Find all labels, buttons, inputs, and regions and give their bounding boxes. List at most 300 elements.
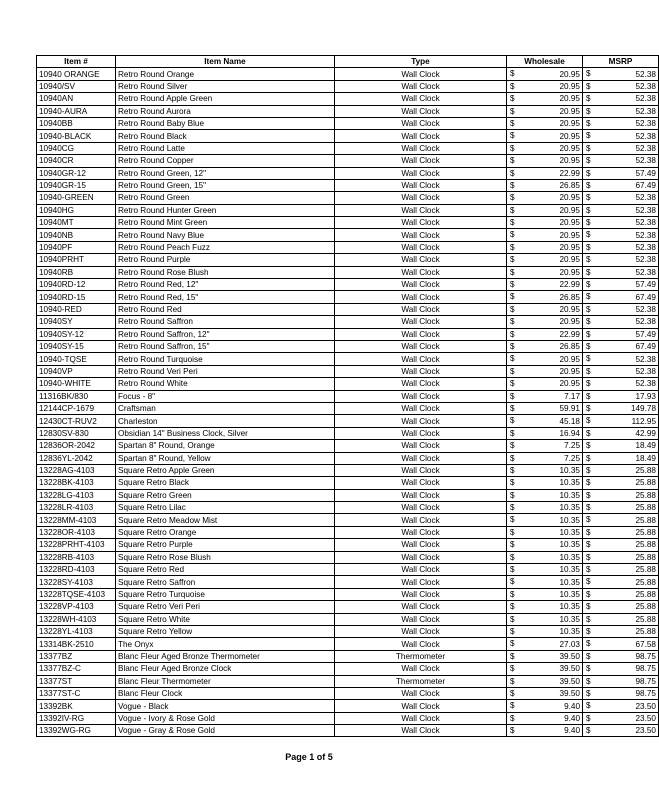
msrp-amount: 52.38 xyxy=(635,131,656,141)
currency-symbol: $ xyxy=(586,478,591,488)
item-number-cell: 10940-GREEN xyxy=(37,192,116,204)
table-row xyxy=(37,440,659,452)
msrp-cell xyxy=(583,142,659,154)
msrp-amount: 25.88 xyxy=(635,478,656,488)
currency-symbol: $ xyxy=(586,205,591,215)
wholesale-cell xyxy=(507,390,583,402)
wholesale-cell xyxy=(507,564,583,576)
wholesale-cell xyxy=(507,68,583,80)
msrp-amount: 25.88 xyxy=(635,552,656,562)
currency-symbol: $ xyxy=(586,614,591,624)
msrp-cell xyxy=(583,328,659,340)
wholesale-cell xyxy=(507,663,583,675)
type-cell: Wall Clock xyxy=(335,539,507,551)
currency-symbol: $ xyxy=(586,515,591,525)
currency-symbol: $ xyxy=(586,416,591,426)
wholesale-amount: 7.17 xyxy=(564,391,580,401)
currency-symbol: $ xyxy=(510,726,515,736)
wholesale-cell xyxy=(507,650,583,662)
msrp-amount: 98.75 xyxy=(635,689,656,699)
table-row xyxy=(37,340,659,352)
table-row xyxy=(37,229,659,241)
wholesale-amount: 10.35 xyxy=(559,627,580,637)
currency-symbol: $ xyxy=(510,218,515,228)
currency-symbol: $ xyxy=(586,626,591,636)
item-number-cell: 11316BK/830 xyxy=(37,390,116,402)
msrp-amount: 112.95 xyxy=(631,416,656,426)
msrp-amount: 52.38 xyxy=(635,218,656,228)
msrp-amount: 25.88 xyxy=(635,540,656,550)
item-number-cell: 10940-WHITE xyxy=(37,378,116,390)
currency-symbol: $ xyxy=(510,366,515,376)
item-name-cell: Retro Round Saffron xyxy=(116,316,335,328)
item-number-cell: 10940-AURA xyxy=(37,105,116,117)
currency-symbol: $ xyxy=(586,441,591,451)
table-row xyxy=(37,279,659,291)
msrp-cell xyxy=(583,130,659,142)
item-number-cell: 10940CG xyxy=(37,142,116,154)
currency-symbol: $ xyxy=(510,676,515,686)
wholesale-amount: 26.85 xyxy=(559,292,580,302)
type-cell: Wall Clock xyxy=(335,526,507,538)
wholesale-amount: 20.95 xyxy=(559,243,580,253)
price-list-sheet xyxy=(36,55,656,737)
currency-symbol: $ xyxy=(586,403,591,413)
currency-symbol: $ xyxy=(510,515,515,525)
type-cell: Wall Clock xyxy=(335,353,507,365)
wholesale-cell xyxy=(507,638,583,650)
type-cell: Wall Clock xyxy=(335,266,507,278)
type-cell: Wall Clock xyxy=(335,551,507,563)
item-name-cell: Retro Round Red, 15" xyxy=(116,291,335,303)
wholesale-amount: 10.35 xyxy=(559,552,580,562)
item-number-cell: 13228AG-4103 xyxy=(37,464,116,476)
currency-symbol: $ xyxy=(586,341,591,351)
wholesale-cell xyxy=(507,328,583,340)
type-cell: Wall Clock xyxy=(335,167,507,179)
currency-symbol: $ xyxy=(510,490,515,500)
wholesale-cell xyxy=(507,155,583,167)
msrp-cell xyxy=(583,564,659,576)
table-row xyxy=(37,142,659,154)
msrp-amount: 52.38 xyxy=(635,156,656,166)
currency-symbol: $ xyxy=(510,156,515,166)
msrp-cell xyxy=(583,204,659,216)
item-number-cell: 10940RD-15 xyxy=(37,291,116,303)
currency-symbol: $ xyxy=(510,577,515,587)
wholesale-cell xyxy=(507,588,583,600)
msrp-cell xyxy=(583,279,659,291)
type-cell: Wall Clock xyxy=(335,241,507,253)
type-cell: Wall Clock xyxy=(335,564,507,576)
table-row xyxy=(37,613,659,625)
item-name-cell: Square Retro Rose Blush xyxy=(116,551,335,563)
wholesale-amount: 10.35 xyxy=(559,515,580,525)
type-cell: Wall Clock xyxy=(335,204,507,216)
wholesale-cell xyxy=(507,192,583,204)
currency-symbol: $ xyxy=(510,589,515,599)
currency-symbol: $ xyxy=(510,94,515,104)
msrp-cell xyxy=(583,464,659,476)
item-name-cell: Blanc Fleur Clock xyxy=(116,687,335,699)
type-cell: Wall Clock xyxy=(335,130,507,142)
wholesale-cell xyxy=(507,217,583,229)
msrp-cell xyxy=(583,514,659,526)
item-name-cell: Vogue - Ivory & Rose Gold xyxy=(116,712,335,724)
wholesale-cell xyxy=(507,613,583,625)
msrp-cell xyxy=(583,105,659,117)
type-cell: Wall Clock xyxy=(335,477,507,489)
item-number-cell: 10940VP xyxy=(37,365,116,377)
table-row xyxy=(37,167,659,179)
table-row xyxy=(37,526,659,538)
wholesale-amount: 10.35 xyxy=(559,490,580,500)
table-row xyxy=(37,80,659,92)
msrp-amount: 52.38 xyxy=(635,106,656,116)
item-name-cell: Retro Round Red xyxy=(116,303,335,315)
currency-symbol: $ xyxy=(586,503,591,513)
wholesale-cell xyxy=(507,378,583,390)
msrp-cell xyxy=(583,415,659,427)
type-cell: Wall Clock xyxy=(335,712,507,724)
currency-symbol: $ xyxy=(586,180,591,190)
msrp-amount: 52.38 xyxy=(635,94,656,104)
msrp-amount: 25.88 xyxy=(635,528,656,538)
item-name-cell: Retro Round Red, 12" xyxy=(116,279,335,291)
wholesale-cell xyxy=(507,142,583,154)
type-cell: Wall Clock xyxy=(335,601,507,613)
currency-symbol: $ xyxy=(510,193,515,203)
wholesale-amount: 26.85 xyxy=(559,342,580,352)
wholesale-amount: 45.18 xyxy=(559,416,580,426)
item-name-cell: Retro Round White xyxy=(116,378,335,390)
msrp-amount: 67.58 xyxy=(635,639,656,649)
item-number-cell: 13377BZ-C xyxy=(37,663,116,675)
currency-symbol: $ xyxy=(586,94,591,104)
msrp-cell xyxy=(583,155,659,167)
wholesale-amount: 7.25 xyxy=(564,453,580,463)
item-name-cell: Retro Round Mint Green xyxy=(116,217,335,229)
item-name-cell: Square Retro White xyxy=(116,613,335,625)
item-number-cell: 13228LR-4103 xyxy=(37,502,116,514)
item-name-cell: Square Retro Turquoise xyxy=(116,588,335,600)
wholesale-amount: 9.40 xyxy=(564,713,580,723)
item-name-cell: Retro Round Black xyxy=(116,130,335,142)
wholesale-amount: 20.95 xyxy=(559,143,580,153)
wholesale-cell xyxy=(507,279,583,291)
currency-symbol: $ xyxy=(586,577,591,587)
table-row xyxy=(37,700,659,712)
msrp-cell xyxy=(583,378,659,390)
type-cell: Wall Clock xyxy=(335,576,507,588)
item-number-cell: 12144CP-1679 xyxy=(37,402,116,414)
item-name-cell: Retro Round Hunter Green xyxy=(116,204,335,216)
type-cell: Wall Clock xyxy=(335,390,507,402)
type-cell: Wall Clock xyxy=(335,328,507,340)
wholesale-amount: 39.50 xyxy=(559,676,580,686)
table-row xyxy=(37,217,659,229)
item-number-cell: 10940CR xyxy=(37,155,116,167)
table-row xyxy=(37,378,659,390)
msrp-amount: 52.38 xyxy=(635,119,656,129)
item-name-cell: Square Retro Veri Peri xyxy=(116,601,335,613)
currency-symbol: $ xyxy=(586,81,591,91)
currency-symbol: $ xyxy=(510,614,515,624)
item-name-cell: Blanc Fleur Aged Bronze Clock xyxy=(116,663,335,675)
item-number-cell: 13228LG-4103 xyxy=(37,489,116,501)
currency-symbol: $ xyxy=(510,292,515,302)
wholesale-amount: 9.40 xyxy=(564,726,580,736)
type-cell: Wall Clock xyxy=(335,365,507,377)
msrp-cell xyxy=(583,179,659,191)
currency-symbol: $ xyxy=(586,193,591,203)
item-name-cell: Blanc Fleur Aged Bronze Thermometer xyxy=(116,650,335,662)
item-name-cell: Retro Round Rose Blush xyxy=(116,266,335,278)
msrp-cell xyxy=(583,452,659,464)
item-number-cell: 13228SY-4103 xyxy=(37,576,116,588)
msrp-cell xyxy=(583,192,659,204)
msrp-cell xyxy=(583,613,659,625)
item-number-cell: 10940-BLACK xyxy=(37,130,116,142)
table-row xyxy=(37,390,659,402)
msrp-amount: 25.88 xyxy=(635,602,656,612)
item-number-cell: 10940GR-12 xyxy=(37,167,116,179)
currency-symbol: $ xyxy=(510,688,515,698)
type-cell: Wall Clock xyxy=(335,279,507,291)
wholesale-amount: 10.35 xyxy=(559,478,580,488)
msrp-cell xyxy=(583,650,659,662)
type-cell: Wall Clock xyxy=(335,254,507,266)
wholesale-cell xyxy=(507,365,583,377)
type-cell: Wall Clock xyxy=(335,440,507,452)
item-number-cell: 12830SV-830 xyxy=(37,427,116,439)
type-cell: Wall Clock xyxy=(335,291,507,303)
msrp-cell xyxy=(583,601,659,613)
wholesale-cell xyxy=(507,452,583,464)
wholesale-amount: 10.35 xyxy=(559,565,580,575)
msrp-cell xyxy=(583,675,659,687)
item-number-cell: 13228MM-4103 xyxy=(37,514,116,526)
wholesale-amount: 7.25 xyxy=(564,441,580,451)
msrp-cell xyxy=(583,638,659,650)
wholesale-cell xyxy=(507,489,583,501)
msrp-cell xyxy=(583,117,659,129)
currency-symbol: $ xyxy=(586,292,591,302)
msrp-cell xyxy=(583,539,659,551)
wholesale-amount: 20.95 xyxy=(559,317,580,327)
table-row xyxy=(37,650,659,662)
msrp-cell xyxy=(583,712,659,724)
currency-symbol: $ xyxy=(586,255,591,265)
table-row xyxy=(37,93,659,105)
msrp-amount: 98.75 xyxy=(635,664,656,674)
currency-symbol: $ xyxy=(586,329,591,339)
msrp-amount: 52.38 xyxy=(635,354,656,364)
item-name-cell: Retro Round Aurora xyxy=(116,105,335,117)
wholesale-cell xyxy=(507,254,583,266)
type-cell: Wall Clock xyxy=(335,117,507,129)
msrp-cell xyxy=(583,303,659,315)
currency-symbol: $ xyxy=(510,329,515,339)
type-cell: Wall Clock xyxy=(335,725,507,737)
item-name-cell: Focus - 8" xyxy=(116,390,335,402)
wholesale-cell xyxy=(507,80,583,92)
msrp-cell xyxy=(583,229,659,241)
msrp-cell xyxy=(583,489,659,501)
header-type: Type xyxy=(335,56,507,68)
wholesale-amount: 59.91 xyxy=(559,404,580,414)
msrp-cell xyxy=(583,365,659,377)
item-number-cell: 10940PF xyxy=(37,241,116,253)
wholesale-cell xyxy=(507,415,583,427)
msrp-cell xyxy=(583,241,659,253)
msrp-cell xyxy=(583,353,659,365)
wholesale-cell xyxy=(507,130,583,142)
item-name-cell: Retro Round Saffron, 12" xyxy=(116,328,335,340)
type-cell: Wall Clock xyxy=(335,625,507,637)
currency-symbol: $ xyxy=(586,317,591,327)
table-row xyxy=(37,241,659,253)
type-cell: Wall Clock xyxy=(335,427,507,439)
item-number-cell: 10940-TQSE xyxy=(37,353,116,365)
wholesale-cell xyxy=(507,105,583,117)
item-number-cell: 13377ST-C xyxy=(37,687,116,699)
wholesale-cell xyxy=(507,179,583,191)
wholesale-cell xyxy=(507,241,583,253)
type-cell: Wall Clock xyxy=(335,105,507,117)
msrp-amount: 25.88 xyxy=(635,515,656,525)
msrp-amount: 52.38 xyxy=(635,69,656,79)
type-cell: Wall Clock xyxy=(335,502,507,514)
currency-symbol: $ xyxy=(586,156,591,166)
wholesale-amount: 10.35 xyxy=(559,577,580,587)
wholesale-cell xyxy=(507,576,583,588)
item-name-cell: Retro Round Navy Blue xyxy=(116,229,335,241)
msrp-amount: 17.93 xyxy=(635,391,656,401)
type-cell: Wall Clock xyxy=(335,588,507,600)
msrp-amount: 25.88 xyxy=(635,627,656,637)
item-name-cell: Vogue - Black xyxy=(116,700,335,712)
item-name-cell: Square Retro Yellow xyxy=(116,625,335,637)
item-name-cell: Square Retro Meadow Mist xyxy=(116,514,335,526)
currency-symbol: $ xyxy=(510,478,515,488)
item-name-cell: Retro Round Baby Blue xyxy=(116,117,335,129)
wholesale-cell xyxy=(507,477,583,489)
table-row xyxy=(37,514,659,526)
wholesale-amount: 10.35 xyxy=(559,503,580,513)
msrp-amount: 52.38 xyxy=(635,317,656,327)
wholesale-amount: 20.95 xyxy=(559,267,580,277)
currency-symbol: $ xyxy=(510,69,515,79)
item-name-cell: Retro Round Green xyxy=(116,192,335,204)
item-name-cell: Square Retro Orange xyxy=(116,526,335,538)
currency-symbol: $ xyxy=(586,565,591,575)
currency-symbol: $ xyxy=(586,366,591,376)
wholesale-cell xyxy=(507,204,583,216)
table-row xyxy=(37,415,659,427)
table-body xyxy=(37,68,659,737)
currency-symbol: $ xyxy=(510,118,515,128)
wholesale-amount: 26.85 xyxy=(559,181,580,191)
wholesale-amount: 20.95 xyxy=(559,106,580,116)
item-number-cell: 13228BK-4103 xyxy=(37,477,116,489)
table-row xyxy=(37,601,659,613)
wholesale-amount: 39.50 xyxy=(559,651,580,661)
msrp-amount: 52.38 xyxy=(635,230,656,240)
item-name-cell: Spartan 8" Round, Yellow xyxy=(116,452,335,464)
msrp-amount: 52.38 xyxy=(635,366,656,376)
item-name-cell: Retro Round Orange xyxy=(116,68,335,80)
table-row xyxy=(37,365,659,377)
currency-symbol: $ xyxy=(510,242,515,252)
table-row xyxy=(37,663,659,675)
item-name-cell: Retro Round Green, 15" xyxy=(116,179,335,191)
item-name-cell: Retro Round Turquoise xyxy=(116,353,335,365)
type-cell: Wall Clock xyxy=(335,303,507,315)
currency-symbol: $ xyxy=(586,280,591,290)
type-cell: Wall Clock xyxy=(335,402,507,414)
item-name-cell: Square Retro Green xyxy=(116,489,335,501)
wholesale-amount: 20.95 xyxy=(559,230,580,240)
currency-symbol: $ xyxy=(586,428,591,438)
msrp-amount: 42.99 xyxy=(635,428,656,438)
type-cell: Wall Clock xyxy=(335,415,507,427)
msrp-amount: 57.49 xyxy=(635,168,656,178)
msrp-cell xyxy=(583,93,659,105)
item-name-cell: Retro Round Latte xyxy=(116,142,335,154)
table-row xyxy=(37,316,659,328)
item-number-cell: 13392WG-RG xyxy=(37,725,116,737)
type-cell: Wall Clock xyxy=(335,489,507,501)
currency-symbol: $ xyxy=(510,341,515,351)
type-cell: Wall Clock xyxy=(335,80,507,92)
item-number-cell: 10940NB xyxy=(37,229,116,241)
item-number-cell: 10940SY xyxy=(37,316,116,328)
wholesale-amount: 20.95 xyxy=(559,69,580,79)
currency-symbol: $ xyxy=(510,205,515,215)
msrp-amount: 25.88 xyxy=(635,503,656,513)
table-row xyxy=(37,179,659,191)
header-wholesale: Wholesale xyxy=(507,56,583,68)
wholesale-cell xyxy=(507,725,583,737)
wholesale-amount: 10.35 xyxy=(559,589,580,599)
msrp-cell xyxy=(583,687,659,699)
item-name-cell: Retro Round Veri Peri xyxy=(116,365,335,377)
type-cell: Wall Clock xyxy=(335,638,507,650)
wholesale-amount: 20.95 xyxy=(559,379,580,389)
currency-symbol: $ xyxy=(586,118,591,128)
currency-symbol: $ xyxy=(586,379,591,389)
msrp-amount: 23.50 xyxy=(635,726,656,736)
type-cell: Wall Clock xyxy=(335,687,507,699)
item-number-cell: 13228RB-4103 xyxy=(37,551,116,563)
currency-symbol: $ xyxy=(510,168,515,178)
wholesale-amount: 22.99 xyxy=(559,329,580,339)
wholesale-amount: 10.35 xyxy=(559,602,580,612)
table-row xyxy=(37,291,659,303)
msrp-cell xyxy=(583,217,659,229)
currency-symbol: $ xyxy=(510,131,515,141)
type-cell: Wall Clock xyxy=(335,452,507,464)
item-number-cell: 13228RD-4103 xyxy=(37,564,116,576)
msrp-cell xyxy=(583,254,659,266)
msrp-amount: 149.78 xyxy=(630,404,656,414)
wholesale-amount: 20.95 xyxy=(559,81,580,91)
wholesale-amount: 10.35 xyxy=(559,614,580,624)
currency-symbol: $ xyxy=(586,304,591,314)
item-number-cell: 13314BK-2510 xyxy=(37,638,116,650)
currency-symbol: $ xyxy=(510,143,515,153)
